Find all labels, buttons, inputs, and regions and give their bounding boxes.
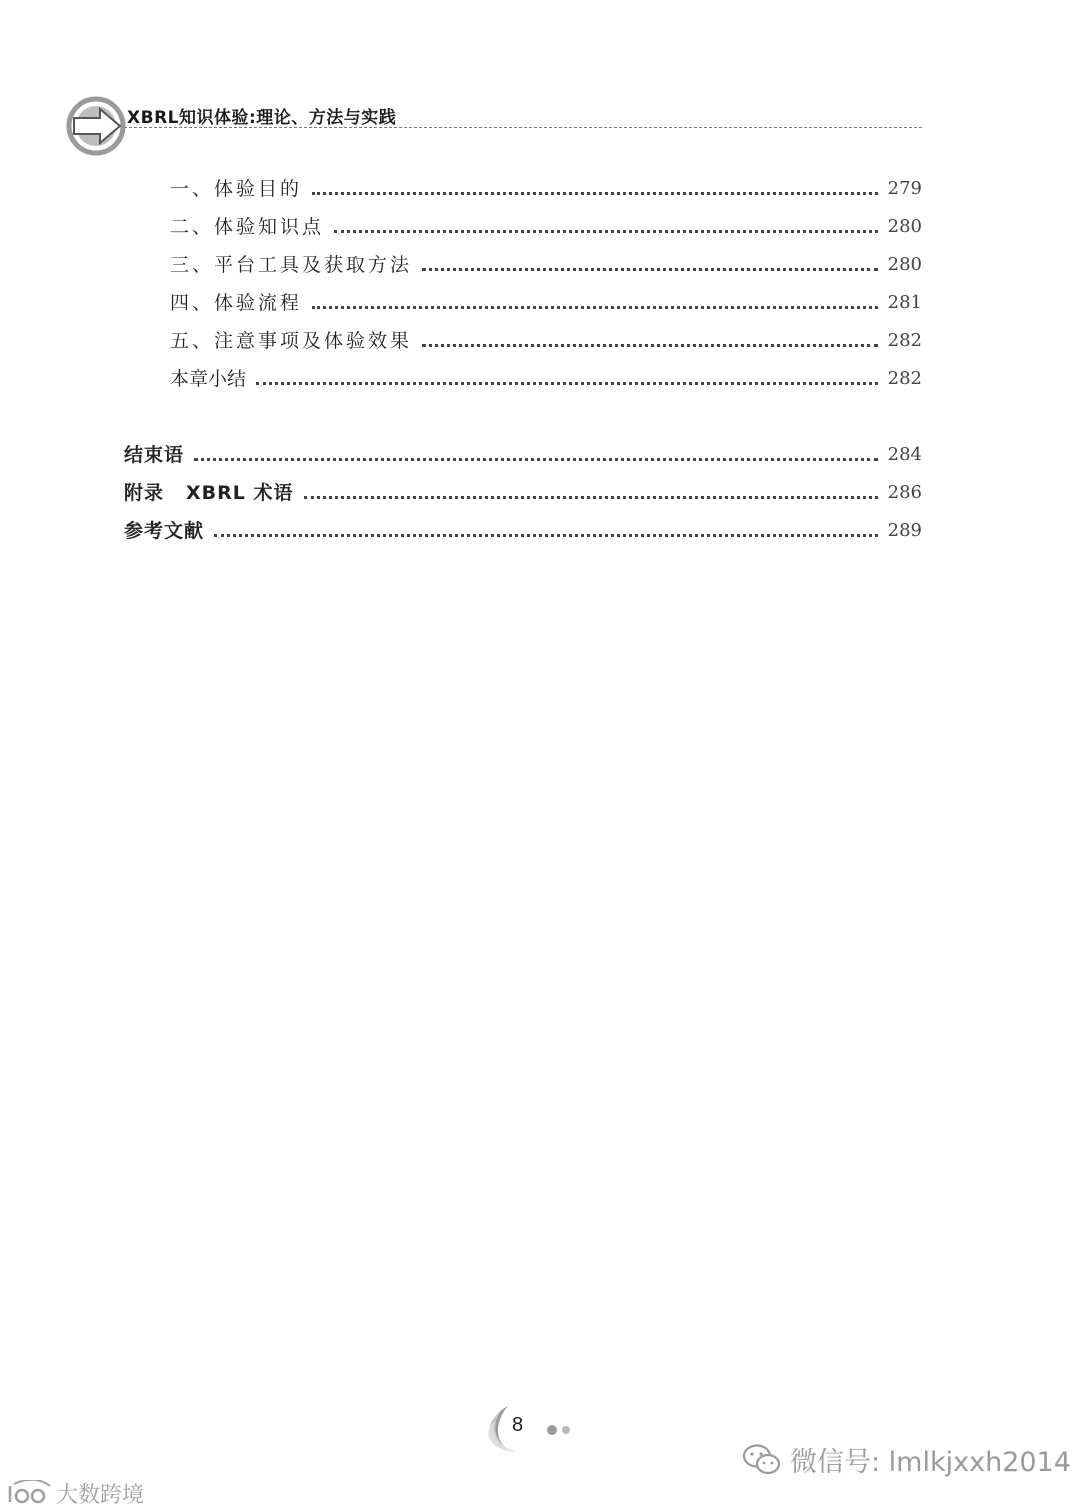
toc-entry-label: 三、平台工具及获取方法 (170, 254, 413, 276)
toc-entry-appendix[interactable] (124, 478, 922, 508)
toc-entry[interactable] (170, 250, 922, 280)
toc-leader-dots (304, 496, 878, 499)
toc-leader-dots (214, 534, 878, 537)
wechat-icon (742, 1443, 782, 1477)
running-header-title: XBRL知识体验:理论、方法与实践 (127, 108, 397, 128)
toc-entry-label: 本章小结 (170, 368, 247, 390)
toc-entry[interactable] (170, 288, 922, 318)
footer-swirl-ornament (480, 1402, 580, 1454)
toc-entry-page: 282 (887, 330, 922, 351)
brand-watermark (6, 1478, 144, 1509)
toc-leader-dots (422, 344, 878, 347)
page-number: 8 (512, 1414, 524, 1436)
toc-entry-label (124, 478, 294, 508)
toc-entry-label: 结束语 (124, 444, 185, 466)
wechat-id-text: 微信号: lmlkjxxh2014 (790, 1447, 1071, 1478)
toc-leader-dots (422, 268, 878, 271)
wechat-watermark (742, 1440, 1071, 1479)
toc-entry[interactable] (170, 212, 922, 242)
toc-entry-page: 280 (887, 216, 922, 237)
toc-entry-page: 280 (887, 254, 922, 275)
toc-entry-page: 289 (887, 520, 922, 541)
toc-entry-label: 四、体验流程 (170, 292, 303, 314)
toc-leader-dots (312, 192, 878, 195)
toc-entry-page: 284 (887, 444, 922, 465)
toc-leader-dots (256, 382, 878, 385)
brand-logo-icon (6, 1480, 52, 1508)
toc-entry-page: 279 (887, 178, 922, 199)
brand-name-text: 大数跨境 (56, 1483, 145, 1508)
toc-entry-chapter-summary[interactable] (170, 364, 922, 394)
appendix-prefix: 附录 (124, 482, 165, 504)
toc-leader-dots (194, 458, 878, 461)
toc-entry-label: 五、注意事项及体验效果 (170, 330, 413, 352)
toc-leader-dots (334, 230, 878, 233)
toc-leader-dots (312, 306, 878, 309)
toc-entry-page: 281 (887, 292, 922, 313)
toc-entry[interactable] (170, 174, 922, 204)
toc-entry-page: 286 (887, 482, 922, 503)
toc-entry-page: 282 (887, 368, 922, 389)
appendix-title: XBRL 术语 (186, 482, 294, 504)
toc-entry-closing[interactable] (124, 440, 922, 470)
toc-entry-label: 参考文献 (124, 520, 205, 542)
header-divider (124, 127, 922, 128)
toc-entry-label: 二、体验知识点 (170, 216, 325, 238)
toc-entry-references[interactable] (124, 516, 922, 546)
toc-entry[interactable] (170, 326, 922, 356)
toc-entry-label: 一、体验目的 (170, 178, 303, 200)
header-arrow-logo (66, 96, 130, 156)
